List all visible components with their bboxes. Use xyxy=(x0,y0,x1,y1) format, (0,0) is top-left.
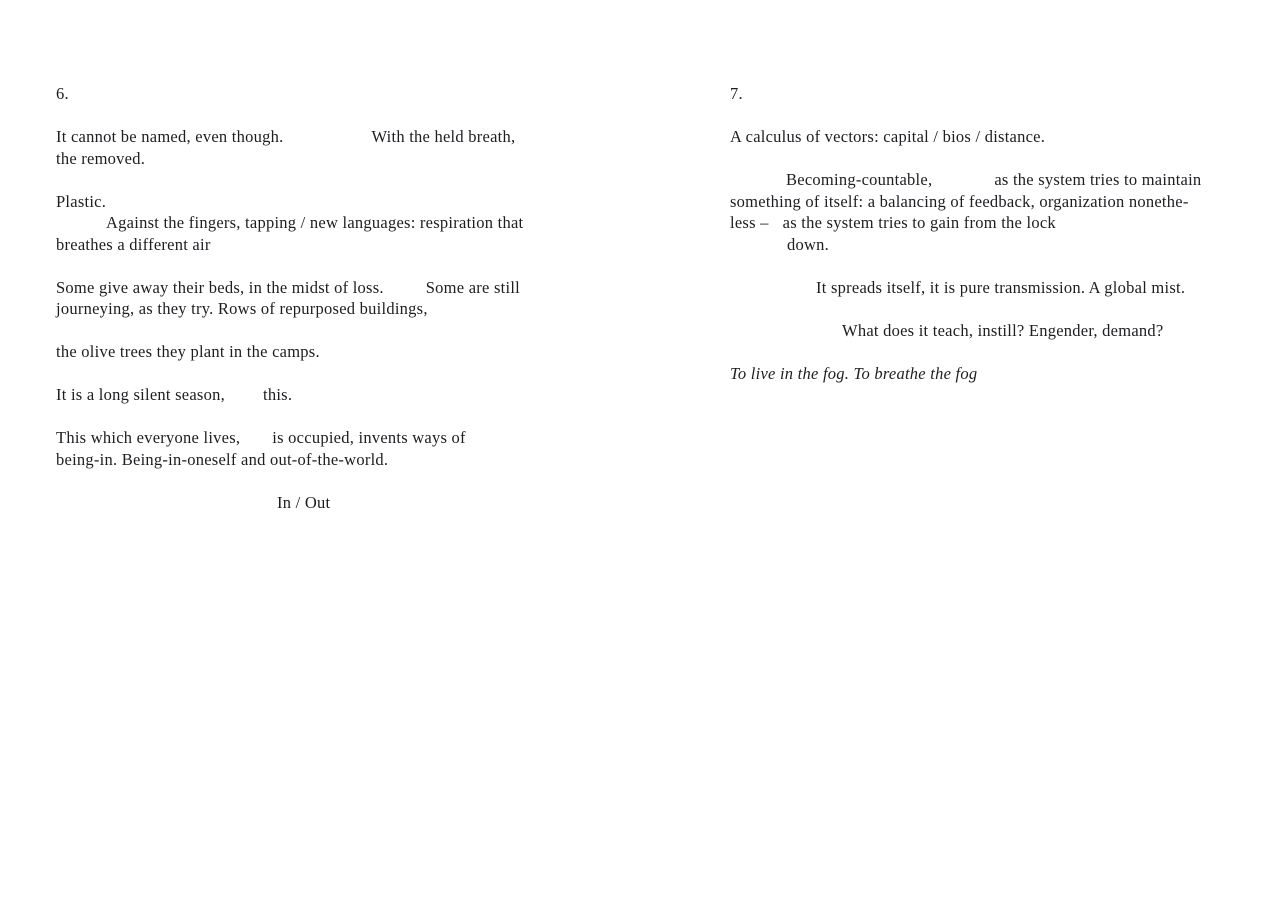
text-segment: With the held breath, xyxy=(371,127,516,146)
text-block xyxy=(730,277,1276,299)
text-segment: this. xyxy=(262,385,293,404)
text-segment: Some give away their beds, in the midst of loss. xyxy=(56,277,384,297)
caesura-gap xyxy=(769,227,783,228)
text-line xyxy=(730,320,1276,342)
right-page-body xyxy=(730,126,1276,384)
text-line xyxy=(56,191,623,213)
text-line xyxy=(56,384,623,406)
text-block xyxy=(730,126,1276,148)
text-segment: the removed. xyxy=(56,148,146,168)
text-segment: something of itself: a balancing of feedback, organization nonethe- xyxy=(730,191,1189,211)
text-segment: journeying, as they try. Rows of repurposed buildings, xyxy=(56,299,428,318)
text-segment: To live in the fog. To breathe the fog xyxy=(730,363,978,383)
section-number-right: 7. xyxy=(730,84,743,103)
text-line xyxy=(730,212,1276,234)
caesura-gap xyxy=(240,442,272,443)
text-segment: less – xyxy=(730,213,769,232)
caesura-gap xyxy=(283,141,371,142)
text-segment: being-in. Being-in-oneself and out-of-the-world. xyxy=(56,449,389,469)
text-segment: as the system tries to maintain xyxy=(994,170,1202,189)
text-block xyxy=(730,320,1276,342)
text-segment: Some are still xyxy=(425,277,520,297)
text-segment: It is a long silent season, xyxy=(56,385,225,404)
text-segment: down. xyxy=(787,234,830,254)
caesura-gap xyxy=(932,184,994,185)
text-line xyxy=(56,492,623,514)
caesura-gap xyxy=(384,292,426,293)
text-block xyxy=(56,126,623,169)
text-line xyxy=(730,169,1276,191)
text-segment: as the system tries to gain from the lock xyxy=(782,213,1056,232)
text-block xyxy=(730,363,1276,385)
text-segment: breathes a different air xyxy=(56,234,211,254)
caesura-gap xyxy=(225,399,263,400)
text-segment: the olive trees they plant in the camps. xyxy=(56,342,320,361)
text-block xyxy=(56,341,623,363)
text-block xyxy=(56,427,623,470)
text-line xyxy=(56,126,623,148)
text-block xyxy=(56,492,623,514)
text-line xyxy=(56,341,623,363)
text-segment: In / Out xyxy=(277,492,331,512)
text-line xyxy=(56,277,623,299)
text-line xyxy=(730,234,1276,256)
text-line xyxy=(56,298,623,320)
text-line xyxy=(730,191,1276,213)
text-segment: Plastic. xyxy=(56,191,107,211)
text-segment: A calculus of vectors: capital / bios / distance. xyxy=(730,127,1046,146)
text-line xyxy=(56,212,623,234)
left-page-body xyxy=(56,126,623,513)
text-line xyxy=(56,148,623,170)
text-segment: This which everyone lives, xyxy=(56,428,241,447)
right-page xyxy=(643,0,1286,912)
section-number-left: 6. xyxy=(56,84,69,103)
text-segment: It spreads itself, it is pure transmission. A global mist. xyxy=(816,277,1186,297)
text-block xyxy=(56,277,623,320)
text-block xyxy=(730,169,1276,255)
text-segment: What does it teach, instill? Engender, demand? xyxy=(842,320,1164,340)
text-line xyxy=(56,234,623,256)
text-segment: is occupied, invents ways of xyxy=(272,428,466,447)
text-segment: Becoming-countable, xyxy=(786,170,933,189)
text-segment: It cannot be named, even though. xyxy=(56,127,284,146)
text-line xyxy=(730,277,1276,299)
text-line xyxy=(730,126,1276,148)
text-segment: Against the fingers, tapping / new languages: respiration that xyxy=(106,213,524,232)
text-line xyxy=(56,427,623,449)
text-block xyxy=(56,191,623,256)
text-line xyxy=(56,449,623,471)
text-block xyxy=(56,384,623,406)
text-line xyxy=(730,363,1276,385)
